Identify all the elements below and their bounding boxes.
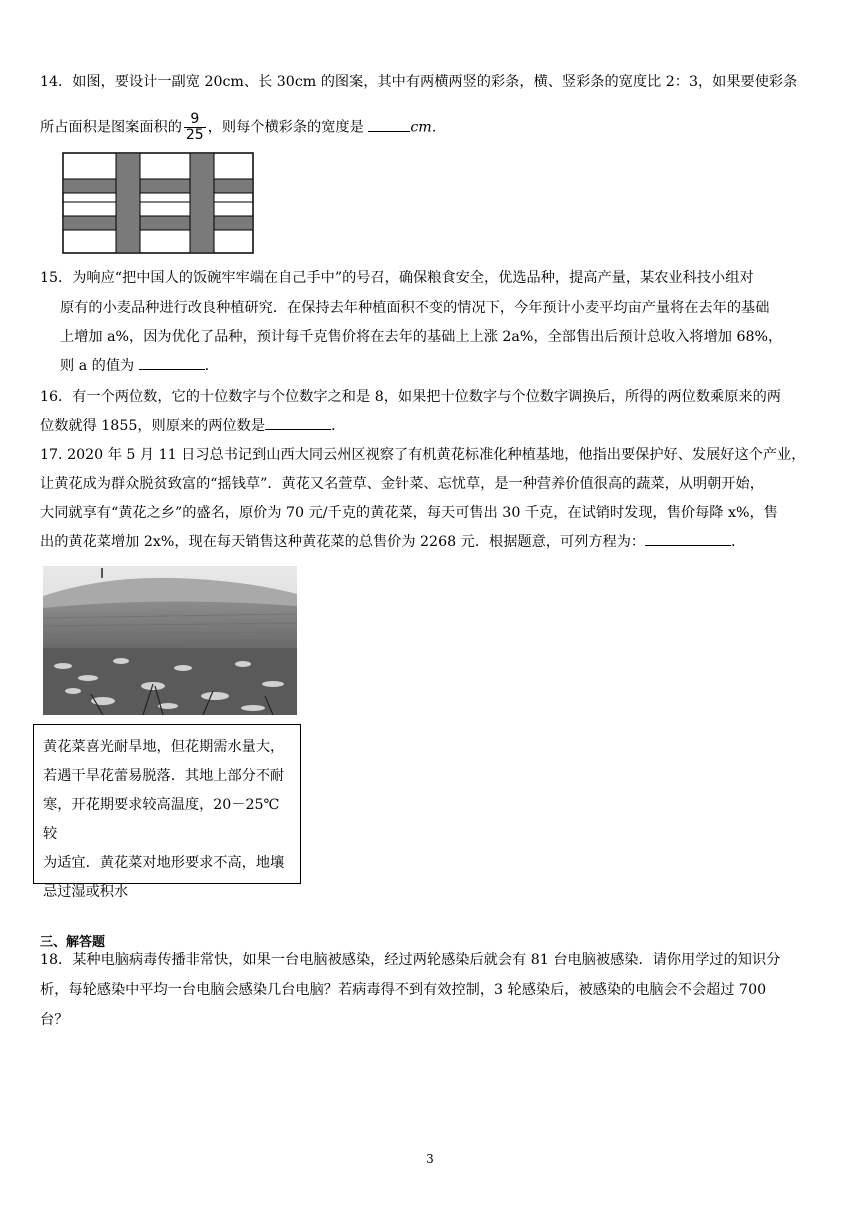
- q14-line-2: [40, 112, 446, 143]
- q17-line-4: [40, 532, 745, 552]
- q16-line-1: 16．有一个两位数，它的十位数字与个位数字之和是 8，如果把十位数字与个位数字调换后，所得的两位数乘原来的两: [40, 389, 781, 405]
- stripe-pattern-figure: [62, 152, 254, 254]
- note-line: 若遇干旱花蕾易脱落．其地上部分不耐: [43, 768, 285, 784]
- q15-line-4: [60, 356, 219, 376]
- q15-line-1: 15．为响应“把中国人的饭碗牢牢端在自己手中”的号召，确保粮食安全，优选品种，提高产量，某农业科技小组对: [40, 270, 754, 286]
- page-number: 3: [426, 1152, 434, 1166]
- q16-line-2: [40, 416, 345, 436]
- answer-blank-q14[interactable]: [368, 119, 410, 132]
- q17-line-1: 17. 2020 年 5 月 11 日习总书记到山西大同云州区视察了有机黄花标准化种植基地，他指出要保护好、发展好这个产业，: [40, 447, 806, 463]
- fraction-denominator: 25: [185, 127, 204, 143]
- q15-text-a: 则 a 的值为: [60, 358, 135, 374]
- note-line: 黄花菜喜光耐旱地，但花期需水量大，: [43, 739, 285, 755]
- q15-text-b: ．: [204, 358, 219, 374]
- q18-line-3: 台？: [40, 1012, 69, 1028]
- note-line: 寒，开花期要求较高温度，20－25℃较: [43, 797, 280, 842]
- q16-text-b: ．: [331, 418, 346, 434]
- fraction-numerator: 9: [184, 112, 206, 128]
- note-line: 忌过湿或积水: [43, 884, 129, 900]
- q15-line-2: 原有的小麦品种进行改良种植研究．在保持去年种植面积不变的情况下，今年预计小麦平均亩产量将在去年的基础: [60, 300, 770, 316]
- q14-line-1: 14．如图，要设计一副宽 20cm、长 30cm 的图案，其中有两横两竖的彩条，横、竖彩条的宽度比 2：3，如果要使彩条: [40, 74, 798, 90]
- section-heading: 三、解答题: [40, 935, 106, 950]
- q17-text-a: 出的黄花菜增加 2x%，现在每天销售这种黄花菜的总售价为 2268 元．根据题意，可列方程为：: [40, 534, 646, 550]
- q14-text-b: ，则每个横彩条的宽度是: [207, 119, 364, 136]
- q18-line-1: 18．某种电脑病毒传播非常快，如果一台电脑被感染，经过两轮感染后就会有 81 台电脑被感染．请你用学过的知识分: [40, 952, 781, 968]
- q17-line-2: 让黄花成为群众脱贫致富的“摇钱草”．黄花又名萱草、金针菜、忘忧草，是一种营养价值很高的蔬菜，从明朝开始，: [40, 476, 764, 492]
- daylily-field-photo: [43, 566, 297, 715]
- daylily-note-box: [33, 724, 301, 900]
- answer-blank-q17[interactable]: [645, 533, 731, 546]
- q17-line-3: 大同就享有“黄花之乡”的盛名，原价为 70 元/千克的黄花菜，每天可售出 30 千克，在试销时发现，售价每降 x%，售: [40, 505, 778, 521]
- q15-line-3: 上增加 a%，因为优化了品种，预计每千克售价将在去年的基础上上涨 2a%，全部售出后预计总收入将增加 68%，: [60, 329, 783, 345]
- answer-blank-q16[interactable]: [265, 417, 331, 430]
- q17-text-b: ．: [731, 534, 746, 550]
- note-line: 为适宜．黄花菜对地形要求不高，地壤: [43, 855, 285, 871]
- answer-blank-q15[interactable]: [139, 357, 205, 370]
- fraction-9-25: [184, 112, 206, 143]
- q14-unit: cm．: [410, 119, 446, 136]
- q14-text-a: 所占面积是图案面积的: [40, 119, 182, 136]
- q18-line-2: 析，每轮感染中平均一台电脑会感染几台电脑？若病毒得不到有效控制，3 轮感染后，被感染的电脑会不会超过 700: [40, 982, 767, 998]
- q16-text-a: 位数就得 1855，则原来的两位数是: [40, 418, 266, 434]
